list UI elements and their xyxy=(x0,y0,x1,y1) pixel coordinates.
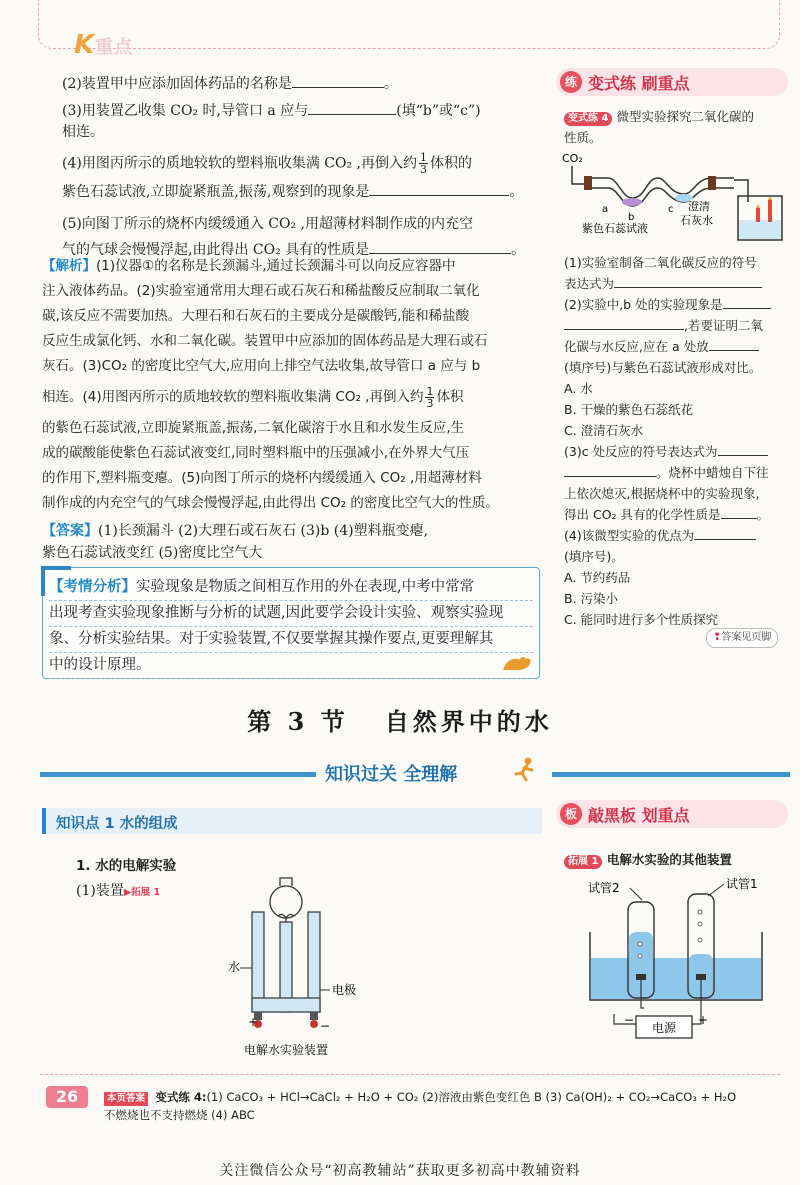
label-water: 水 xyxy=(228,960,241,974)
fraction: $\frac{1}{3}$ xyxy=(419,151,427,176)
label-electrode: 电极 xyxy=(332,983,357,997)
knowledge-band: 知识过关 全理解 xyxy=(40,762,790,786)
label-minus-right: − xyxy=(624,1013,635,1027)
question-4: (4)用图丙所示的质地较软的塑料瓶收集满 CO₂ ,再倒入约 $\frac{1}{3}$ 体积的 紫色石蕊试液,立即旋紧瓶盖,振荡,观察到的现象是 。 xyxy=(62,151,524,200)
label-plus: + xyxy=(248,1015,259,1029)
label-b: b xyxy=(628,212,635,223)
runner-icon xyxy=(510,756,542,784)
topic-heading: 1. 水的电解实验 xyxy=(76,858,177,874)
header-border xyxy=(38,0,780,49)
question-3: (3)用装置乙收集 CO₂ 时,导管口 a 应与 (填“b”或“c”) 相连。 xyxy=(62,100,542,143)
extension-title: 拓展 1 电解水实验的其他装置 xyxy=(564,850,732,869)
page-answers: 本页答案 变式练 4:(1) CaCO₃ + HCl→CaCl₂ + H₂O + CO₂ (2)溶液由紫色变红色 B (3) Ca(OH)₂ + CO₂→CaCO₃ + H₂O 不燃烧也不支持燃烧 (4) ABC xyxy=(104,1090,737,1122)
practice-icon: 练 xyxy=(560,71,582,93)
practice-header: 练 变式练 刷重点 xyxy=(556,68,788,96)
page-number: 26 xyxy=(46,1086,88,1108)
knowledge-point-header: 知识点 1 水的组成 xyxy=(42,808,542,834)
label-minus: − xyxy=(320,1019,331,1033)
practice-title: 变式练 4 微型实验探究二氧化碳的 性质。 xyxy=(564,109,754,145)
label-co2: CO₂ xyxy=(562,152,583,165)
board-icon: 板 xyxy=(560,803,582,825)
section-title: 第 3 节 自然界中的水 xyxy=(247,707,553,736)
footer-divider xyxy=(40,1074,780,1075)
answer-note: ❢答案见页脚 xyxy=(706,628,778,648)
squirrel-icon xyxy=(499,650,533,674)
figure-caption: 电解水实验装置 xyxy=(244,1043,329,1057)
micro-experiment-figure xyxy=(562,150,788,246)
device-label: (1)装置▶拓展 1 xyxy=(76,883,161,899)
label-plus-right: + xyxy=(698,1013,709,1027)
label-c: c xyxy=(668,204,674,215)
exam-analysis-box: 【考情分析】实验现象是物质之间相互作用的外在表现,中考中常常 出现考查实验现象推断与分析的试题,因此要学会设计实验、观察实验现 象、分析实验结果。对于实验装置,不仅要掌握其操作要点,更要理解其 中的设计原理。 xyxy=(42,567,540,679)
label-a: a xyxy=(602,204,609,215)
keypoint-header: 板 敲黑板 划重点 xyxy=(556,800,788,828)
alt-electrolysis-figure xyxy=(584,874,774,1046)
analysis-block: 【解析】(1)仪器①的名称是长颈漏斗,通过长颈漏斗可以向反应容器中 注入液体药品。(2)实验室通常用大理石或石灰石和稀盐酸反应制取二氧化 碳,该反应不需要加热。大理石和石灰石的主要成分是碳酸钙,能和稀盐酸 反应生成氯化钙、水和二氧化碳。装置甲中应添加的固体药品是大理石或石 灰石。(3)CO₂ 的密度比空气大,应用向上排空气法收集,故导管口 a 应与 b 相连。(4)用图丙所示的质地较软的塑料瓶收集满 CO₂ ,再倒入约 $\frac{1}{3}$ 体积 的紫色石蕊试液,立即旋紧瓶盖,振荡,二氧化碳溶于水且和水发生反应,生 成的碳酸能使紫色石蕊试液变红,同时塑料瓶中的压强减小,在外界大气压 的作用下,塑料瓶变瘪。(5)向图丁所示的烧杯内缓缓通入 CO₂ ,用超薄材料 制作成的内充空气的气球会慢慢浮起,由此得出 CO₂ 的密度比空气大的性质。 xyxy=(42,258,499,511)
question-5: (5)向图丁所示的烧杯内缓缓通入 CO₂ ,用超薄材料制作成的内充空 气的气球会慢慢浮起,由此得出 CO₂ 具有的性质是 。 xyxy=(62,216,526,258)
label-tube-1: 试管1 xyxy=(726,877,758,891)
question-2: (2)装置甲中应添加固体药品的名称是 。 xyxy=(62,73,542,95)
label-lime-1: 澄清 xyxy=(688,200,710,213)
label-litmus: 紫色石蕊试液 xyxy=(582,222,648,235)
practice-questions: (1)实验室制备二氧化碳反应的符号 表达式为 (2)实验中,b 处的实验现象是 ,若要证明二氧 化碳与水反应,应在 a 处放 (填序号)与紫色石蕊试液形成对比。 A. 水 B. 干燥的紫色石蕊纸花 C. 澄清石灰水 (3)c 处反应的符号表达式为 。烧杯中蜡烛自下往 上依次熄灭,根据烧杯中的实验现象, 得出 CO₂ 具有的化学性质是 。 (4)该微型实验的优点为 (填序号)。 A. 节约药品 B. 污染小 C. 能同时进行多个性质探究 xyxy=(564,255,770,627)
answer-block: 【答案】(1)长颈漏斗 (2)大理石或石灰石 (3)b (4)塑料瓶变瘪, 紫色石蕊试液变红 (5)密度比空气大 xyxy=(42,523,429,561)
electrolysis-apparatus-figure xyxy=(222,872,362,1060)
label-power: 电源 xyxy=(652,1021,677,1035)
label-lime-2: 石灰水 xyxy=(680,214,713,227)
label-tube-2: 试管2 xyxy=(588,881,620,895)
brand-logo: K重点 xyxy=(74,30,134,60)
bottom-notice: 关注微信公众号“初高教辅站”获取更多初高中教辅资料 xyxy=(219,1163,581,1179)
